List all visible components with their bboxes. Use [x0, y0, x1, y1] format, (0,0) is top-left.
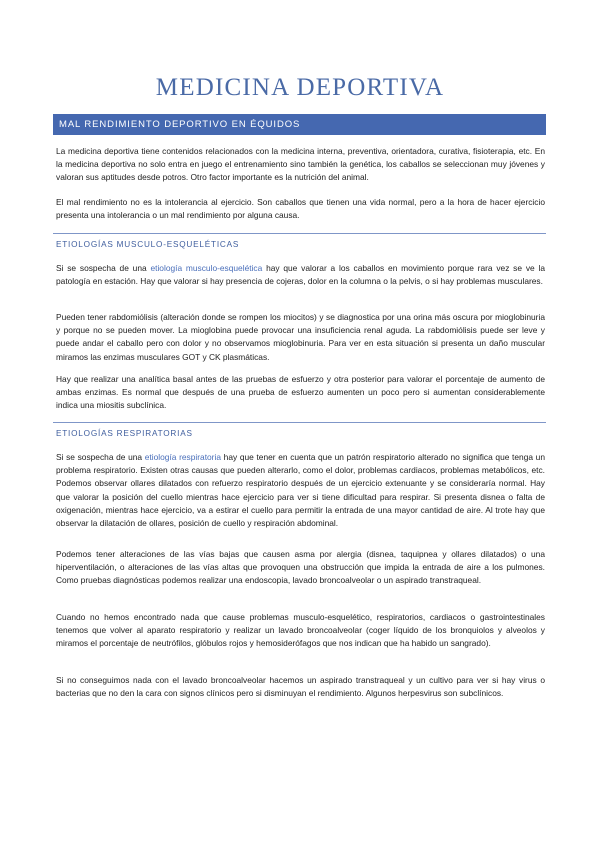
- text-span: hay que tener en cuenta que un patrón respiratorio alterado no significa que tenga un problema respiratorio. Existen otras causas que pueden alterarlo, como el dolor, problemas cardiacos, problemas metabólicos, etc. Podemos observar ollares dilatados con refuerzo respiratorio después de un ejercicio extenuante y se consideraría normal. Hay que valorar la posición del cuello mientras hace ejercicio para ver si tiene dificultad para respirar. Si presenta disnea o falta de oxigenación, mientras hace ejercicio, va a estirar el cuello para permitir la entrada de una mayor cantidad de aire. Al trote hay que observar la dilatación de ollares, posición de cuello y respiración abdominal.: [56, 452, 545, 529]
- section-divider: [53, 233, 546, 234]
- intro-paragraph-1: La medicina deportiva tiene contenidos relacionados con la medicina interna, preventiva, orientadora, curativa, fisioterapia, etc. En la medicina deportiva no solo entra en juego el entrenamiento sino también la genética, los caballos se seleccionan muy jóvenes y valoran sus aptitudes desde potros. Otro factor importante es la nutrición del animal.: [56, 146, 545, 183]
- section-divider: [53, 422, 546, 423]
- text-span: Si se sospecha de una: [56, 452, 145, 462]
- musculo-paragraph-3: Hay que realizar una analítica basal antes de las pruebas de esfuerzo y otra posterior para valorar el porcentaje de aumento de ambas enzimas. Es normal que después de una prueba de esfuerzo aumenten un poco pero si aumentan considerablemente indica una miositis subclínica.: [56, 374, 545, 411]
- link-etiologia-respiratoria[interactable]: etiología respiratoria: [144, 452, 221, 462]
- text-span: hay que valorar a los caballos en movimiento porque rara vez se ve la patología en estación. Hay que valorar si hay presencia de cojeras, dolor en la columna o la pelvis, o si hay problemas musculares.: [56, 263, 545, 287]
- intro-paragraph-2: El mal rendimiento no es la intolerancia al ejercicio. Son caballos que tienen una vida normal, pero a la hora de hacer ejercicio presenta una intolerancia o un mal rendimiento por alguna causa.: [56, 197, 545, 221]
- resp-paragraph-1: [56, 451, 545, 530]
- link-etiologia-musculo[interactable]: etiología musculo-esquelética: [150, 263, 263, 273]
- musculo-paragraph-2: Pueden tener rabdomiólisis (alteración donde se rompen los miocitos) y se diagnostica por una orina más oscura por mioglobinuria y porque no se pueden mover. La mioglobina puede provocar una insuficiencia renal aguda. La rabdomiólisis puede ser leve y puede andar el caballo pero con dolor y no observamos mioglobinuria. Para ver en esta situación si presenta un daño muscular miramos las enzimas musculares GOT y CK plasmáticas.: [56, 312, 545, 362]
- resp-paragraph-3: Cuando no hemos encontrado nada que cause problemas musculo-esquelético, respiratorios, cardiacos o gastrointestinales tenemos que volver al aparato respiratorio y realizar un lavado broncoalveolar (coger líquido de los bronquiolos y alveolos y miramos el porcentaje de neutrófilos, glóbulos rojos y hemosiderófagos que nos indican que ha habido un sangrado).: [56, 612, 545, 649]
- section-heading-musculo: ETIOLOGÍAS MUSCULO-ESQUELÉTICAS: [56, 240, 240, 249]
- section-banner: MAL RENDIMIENTO DEPORTIVO EN ÉQUIDOS: [53, 114, 546, 135]
- section-heading-respiratorias: ETIOLOGÍAS RESPIRATORIAS: [56, 429, 193, 438]
- page-title: MEDICINA DEPORTIVA: [155, 74, 445, 101]
- musculo-paragraph-1: [56, 262, 545, 288]
- resp-paragraph-2: Podemos tener alteraciones de las vías bajas que causen asma por alergia (disnea, taquipnea y ollares dilatados) o una hiperventilación, o alteraciones de las vías altas que provoquen una obstrucción que impida la entrada de aire a los pulmones. Como pruebas diagnósticas podemos realizar una endoscopia, lavado broncoalveolar o un aspirado transtraqueal.: [56, 549, 545, 586]
- resp-paragraph-4: Si no conseguimos nada con el lavado broncoalveolar hacemos un aspirado transtraqueal y un cultivo para ver si hay virus o bacterias que no den la cara con signos clínicos pero si disminuyan el rendimiento. Algunos herpesvirus son subclínicos.: [56, 675, 545, 699]
- text-span: Si se sospecha de una: [56, 263, 151, 273]
